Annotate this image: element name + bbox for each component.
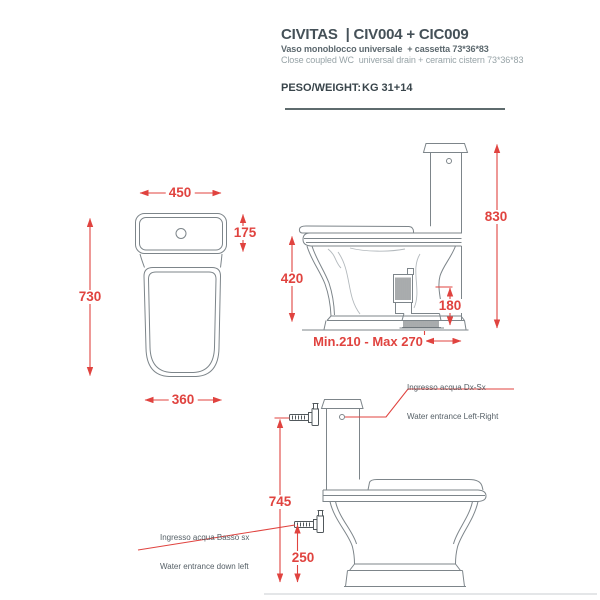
plinth-side (324, 316, 466, 330)
weight-value: KG 31+14 (362, 82, 413, 94)
dim-outlet-height: 180 (436, 299, 465, 313)
bowl-front-outline (144, 268, 221, 377)
top-entry-note-italian: Ingresso acqua Dx-Sx (407, 383, 486, 392)
dim-total-height-side: 830 (482, 210, 511, 224)
dim-cistern-width: 450 (166, 186, 195, 200)
cistern-lid-rear (322, 400, 364, 409)
dim-total-height-front: 730 (76, 290, 105, 304)
subtitle-english: Close coupled WC universal drain + ceramic cistern 73*36*83 (281, 55, 524, 65)
top-entry-note-english: Water entrance Left-Right (407, 411, 499, 421)
bowl-front-inner (149, 272, 217, 373)
dim-bottom-entry-height: 250 (289, 551, 318, 565)
seat-lid-rear (368, 480, 483, 491)
cistern-lid-side (424, 144, 468, 153)
cistern-front-inner (140, 218, 223, 251)
dim-base-width: 360 (169, 393, 198, 407)
flush-button (176, 229, 186, 239)
cistern-front-outline (136, 214, 227, 254)
water-entry-hole (340, 415, 345, 420)
cistern-hole-side (447, 159, 452, 164)
plinth-rear (344, 564, 466, 587)
bottom-entry-note-italian: Ingresso acqua Basso sx (160, 533, 250, 542)
inlet-valve-fittings (290, 404, 324, 533)
bottom-entry-note (160, 514, 249, 590)
dim-bowl-height: 420 (278, 272, 307, 286)
subtitle-italian: Vaso monoblocco universale + cassetta 73*36*83 (281, 44, 489, 54)
dim-top-entry-height: 745 (266, 495, 295, 509)
bowl-side-front-outer (307, 246, 331, 316)
front-view-linework (136, 214, 227, 377)
bottom-entry-note-english: Water entrance down left (160, 561, 249, 571)
rim-platform-side (303, 233, 462, 246)
product-title: CIVITAS | CIV004 + CIC009 (281, 26, 469, 43)
seat-lid-side (299, 226, 413, 233)
dim-cistern-height: 175 (231, 226, 260, 240)
weight-label: PESO/WEIGHT: (281, 82, 362, 94)
top-entry-note (407, 364, 498, 440)
dim-outlet-range: Min.210 - Max 270 (310, 335, 426, 349)
